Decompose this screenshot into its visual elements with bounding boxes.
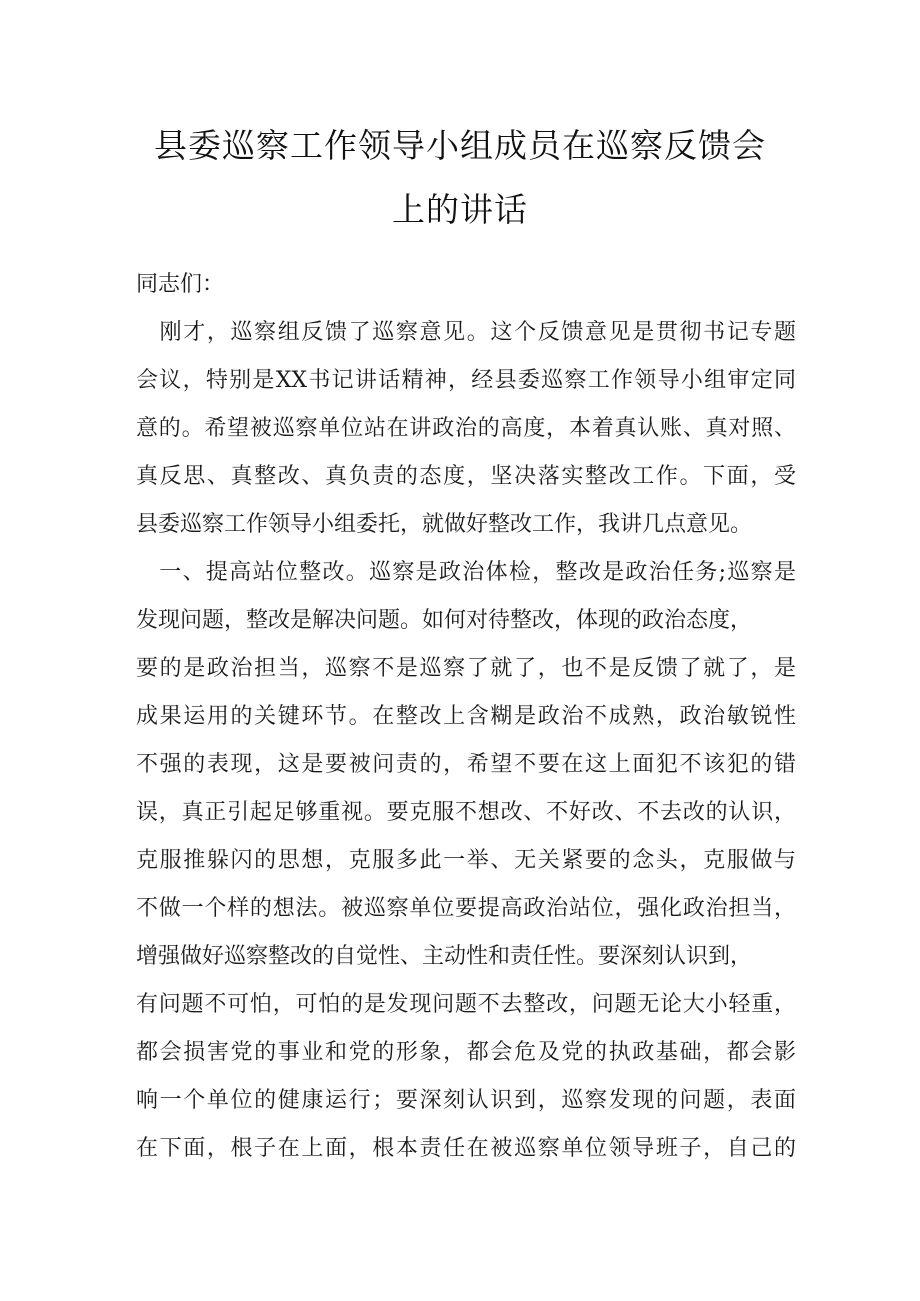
body-line: 发现问题，整改是解决问题。如何对待整改，体现的政治态度， [136, 608, 753, 633]
body-line: 成果运用的关键环节。在整改上含糊是政治不成熟，政治敏锐性 [136, 704, 796, 729]
body-line: 要的是政治担当，巡察不是巡察了就了，也不是反馈了就了，是 [136, 656, 796, 681]
body-line: 刚才，巡察组反馈了巡察意见。这个反馈意见是贯彻书记专题 [136, 320, 796, 345]
body-line: 真反思、真整改、真负责的态度，坚决落实整改工作。下面，受 [136, 464, 796, 489]
body-line: 有问题不可怕，可怕的是发现问题不去整改，问题无论大小轻重， [136, 992, 796, 1017]
body-line: 不强的表现，这是要被问责的，希望不要在这上面犯不该犯的错 [136, 752, 796, 777]
body-line: 意的。希望被巡察单位站在讲政治的高度，本着真认账、真对照、 [136, 416, 796, 441]
body-line: 一、提高站位整改。巡察是政治体检，整改是政治任务;巡察是 [136, 560, 796, 585]
body-line: 在下面，根子在上面，根本责任在被巡察单位领导班子，自己的 [136, 1136, 796, 1161]
body-line: 会议，特别是XX书记讲话精神，经县委巡察工作领导小组审定同 [136, 368, 796, 393]
body-line: 误，真正引起足够重视。要克服不想改、不好改、不去改的认识， [136, 800, 796, 825]
salutation: 同志们： [136, 272, 225, 297]
document-title-line-1: 县委巡察工作领导小组成员在巡察反馈会 [154, 126, 766, 165]
body-text [136, 316, 796, 1180]
body-line: 不做一个样的想法。被巡察单位要提高政治站位，强化政治担当， [136, 896, 796, 921]
body-line: 县委巡察工作领导小组委托，就做好整改工作，我讲几点意见。 [136, 512, 753, 537]
document-title-line-2: 上的讲话 [392, 190, 528, 229]
body-line: 响一个单位的健康运行；要深刻认识到，巡察发现的问题，表面 [136, 1088, 796, 1113]
body-line: 增强做好巡察整改的自觉性、主动性和责任性。要深刻认识到， [136, 944, 753, 969]
body-line: 都会损害党的事业和党的形象，都会危及党的执政基础，都会影 [136, 1040, 796, 1065]
body-line: 克服推躲闪的思想，克服多此一举、无关紧要的念头，克服做与 [136, 848, 796, 873]
